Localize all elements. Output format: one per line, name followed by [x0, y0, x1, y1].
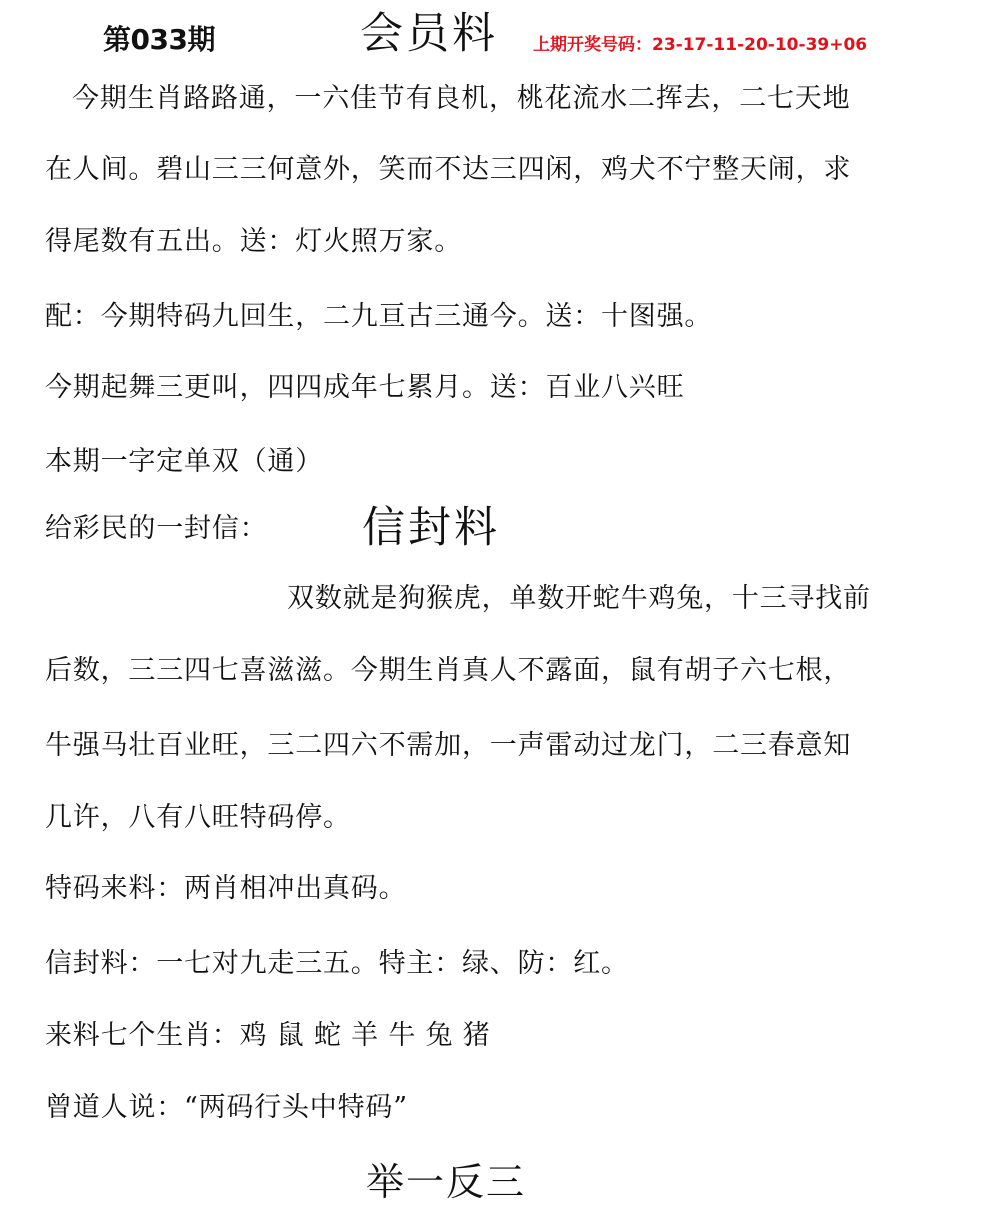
page-title: 会员料: [360, 9, 498, 59]
text-line: 本期一字定单双（通）: [45, 446, 323, 477]
text-line: 得尾数有五出。送：灯火照万家。: [45, 226, 462, 257]
text-line: 曾道人说：“两码行头中特码”: [45, 1092, 408, 1123]
text-line: 配：今期特码九回生，二九亘古三通今。送：十图强。: [45, 301, 713, 332]
footer-title: 举一反三: [366, 1160, 527, 1204]
last-draw-numbers: 上期开奖号码：23-17-11-20-10-39+06: [533, 35, 868, 55]
text-line: 几许，八有八旺特码停。: [45, 802, 351, 833]
issue-number: 第033期: [103, 23, 215, 56]
text-line: 在人间。碧山三三何意外，笑而不达三四闲，鸡犬不宁整天闹，求: [45, 154, 852, 185]
text-line: 今期生肖路路通，一六佳节有良机，桃花流水二挥去，二七天地: [72, 83, 851, 114]
section-title-letter: 信封料: [362, 503, 500, 553]
text-line: 后数，三三四七喜滋滋。今期生肖真人不露面，鼠有胡子六七根，: [45, 655, 852, 686]
text-line: 信封料：一七对九走三五。特主：绿、防：红。: [45, 948, 629, 979]
text-line: 特码来料：两肖相冲出真码。: [45, 873, 407, 904]
text-line: 牛强马壮百业旺，三二四六不需加，一声雷动过龙门，二三春意知: [45, 730, 852, 761]
text-line: 来料七个生肖：鸡 鼠 蛇 羊 牛 兔 猪: [45, 1020, 491, 1051]
text-line: 双数就是狗猴虎，单数开蛇牛鸡兔，十三寻找前: [287, 583, 871, 614]
letter-intro: 给彩民的一封信：: [45, 513, 268, 544]
text-line: 今期起舞三更叫，四四成年七累月。送：百业八兴旺: [45, 372, 685, 403]
